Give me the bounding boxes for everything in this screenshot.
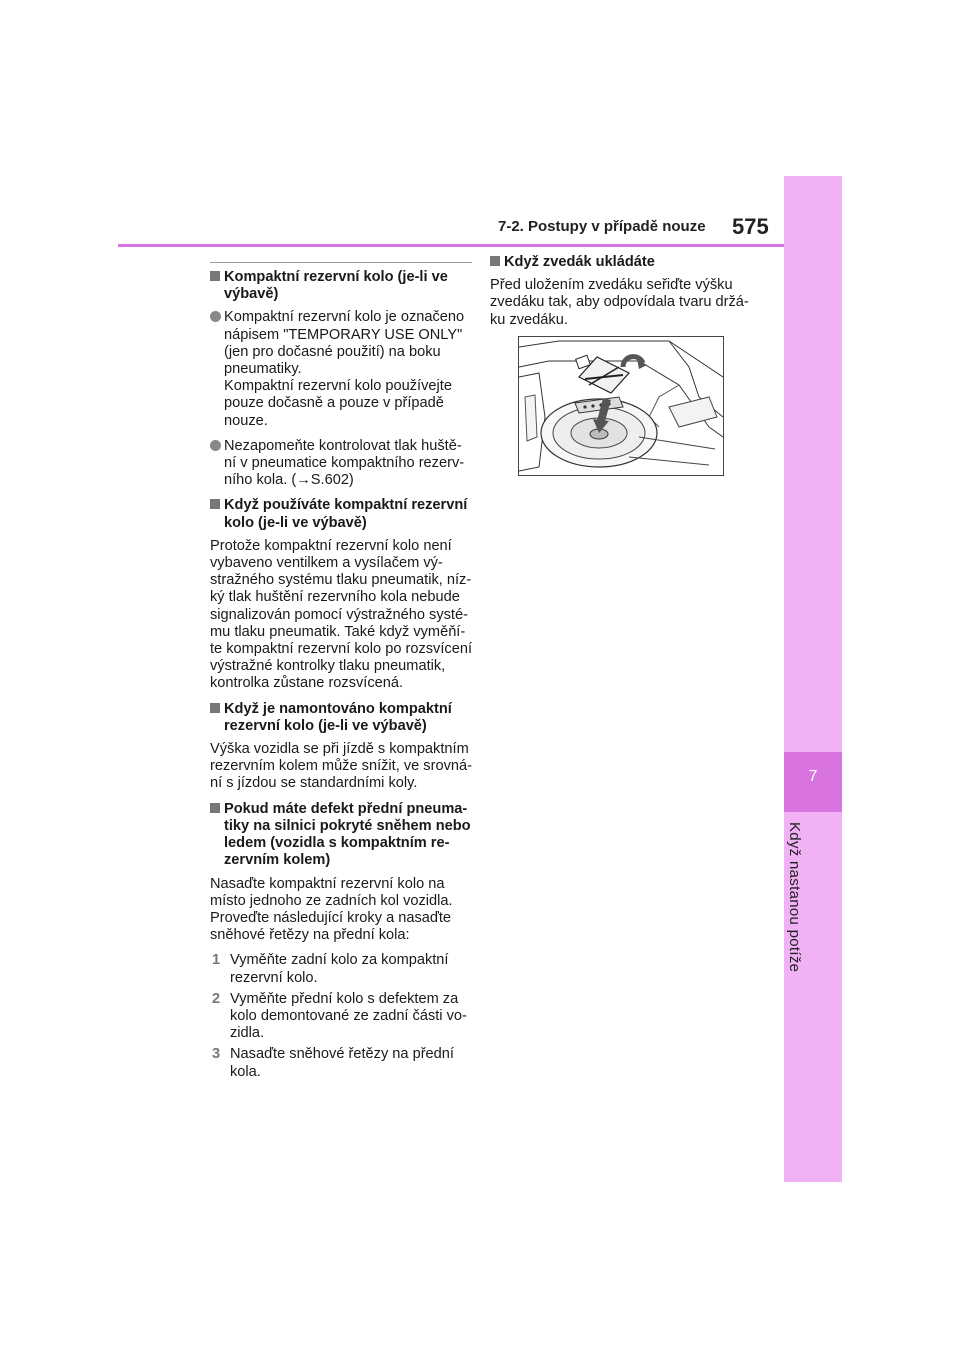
jack-in-trunk-drawing: [519, 337, 723, 475]
heading-text: Když zvedák ukládáte: [504, 254, 655, 270]
section-divider: [210, 262, 472, 263]
chapter-side-tab: [784, 176, 842, 1182]
jack-storage-illustration: [518, 336, 724, 476]
left-column: [210, 262, 472, 1085]
right-column: [490, 254, 752, 337]
heading-compact-spare: [210, 269, 472, 303]
bullet-text: Kompaktní rezervní kolo je označeno nápisem "TEMPORARY USE ONLY" (jen pro dočasné použití) na boku pneumatiky.: [224, 309, 465, 378]
square-bullet-icon: [210, 271, 220, 281]
heading-front-flat-snow: [210, 801, 472, 870]
paragraph: Nasaďte kompaktní rezervní kolo na místo jednoho ze zadních kol vozidla. Proveďte následující kroky a nasaďte sněhové řetězy na přední kola:: [210, 875, 453, 944]
heading-storing-jack: [490, 254, 752, 271]
paragraph: Před uložením zvedáku seřiďte výšku zvedáku tak, aby odpovídala tvaru držá- ku zvedáku.: [490, 277, 749, 328]
heading-text: Kompaktní rezervní kolo (je-li ve výbavě): [224, 269, 448, 303]
step-text: Vyměňte přední kolo s defektem za kolo demontované ze zadní části vo- zidla.: [230, 990, 467, 1042]
square-bullet-icon: [210, 803, 220, 813]
step-item: [210, 1046, 472, 1080]
square-bullet-icon: [490, 256, 500, 266]
bullet-item: [210, 309, 472, 429]
square-bullet-icon: [210, 703, 220, 713]
bullet-text-continued: Kompaktní rezervní kolo používejte pouze dočasně a pouze v případě nouze.: [224, 378, 452, 429]
step-text: Nasaďte sněhové řetězy na přední kola.: [230, 1046, 454, 1080]
step-text: Vyměňte zadní kolo za kompaktní rezervní kolo.: [230, 952, 449, 986]
chapter-title: Když nastanou potíže: [786, 822, 803, 973]
round-bullet-icon: [210, 440, 221, 451]
step-number: 2: [212, 990, 221, 1007]
square-bullet-icon: [210, 499, 220, 509]
heading-using-spare: [210, 497, 472, 531]
bullet-item: [210, 438, 472, 490]
paragraph: Protože kompaktní rezervní kolo není vybaveno ventilkem a vysílačem vý- stražného systému tlaku pneumatik, níz- ký tlak huštění rezervního kola nebude signalizován pomocí výstražného systé- mu tlaku pneumatik. Také když vyměňí- te kompaktní rezervní kolo po rozsvícení výstražné kontrolky tlaku pneumatik, kontrolka zůstane rozsvícená.: [210, 537, 472, 692]
header-rule: [118, 244, 784, 247]
heading-text: Když je namontováno kompaktní rezervní kolo (je-li ve výbavě): [224, 700, 452, 734]
bullet-text: Nezapomeňte kontrolovat tlak huště- ní v pneumatice kompaktního rezerv- ního kola. (→S.602): [224, 437, 465, 489]
round-bullet-icon: [210, 311, 221, 322]
section-title: 7-2. Postupy v případě nouze: [498, 218, 706, 235]
step-number: 3: [212, 1046, 221, 1063]
chapter-number: 7: [808, 768, 818, 785]
step-item: [210, 952, 472, 986]
step-item: [210, 991, 472, 1043]
page-number: 575: [732, 214, 769, 239]
paragraph: Výška vozidla se při jízdě s kompaktním rezervním kolem může snížit, ve srovná- ní s jízdou se standardními koly.: [210, 741, 472, 792]
step-number: 1: [212, 952, 221, 969]
heading-text: Když používáte kompaktní rezervní kolo (je-li ve výbavě): [224, 497, 468, 531]
heading-text: Pokud máte defekt přední pneuma- tiky na silnici pokryté sněhem nebo ledem (vozidla s kompaktním re- zervním kolem): [224, 800, 471, 869]
heading-spare-installed: [210, 701, 472, 735]
